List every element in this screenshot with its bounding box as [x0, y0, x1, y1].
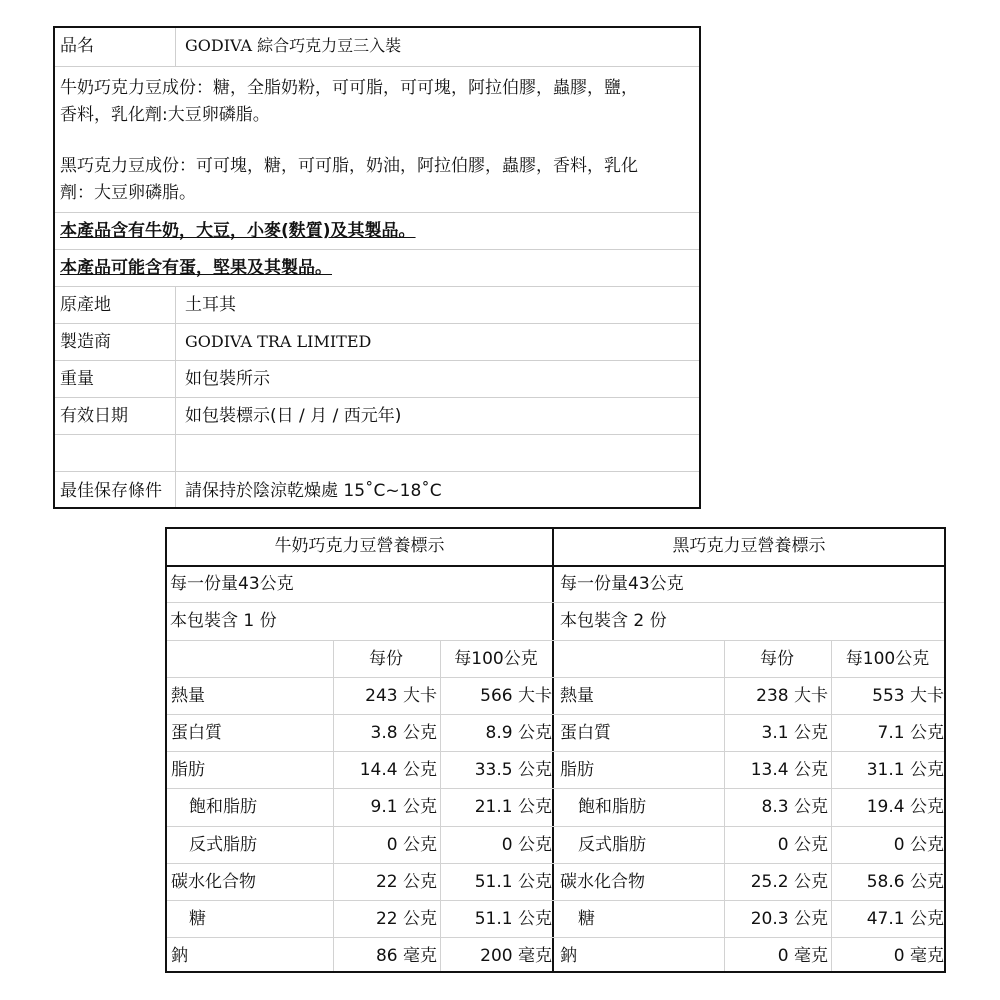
- dark-nutrient-per-serving: 20.3 公克: [750, 909, 828, 929]
- dark-nutrient-name: 飽和脂肪: [578, 797, 646, 817]
- dark-nutrient-per-serving: 0 公克: [777, 835, 828, 855]
- milk-nutrient-per-100g: 200 毫克: [480, 946, 552, 966]
- milk-nutrient-name: 熱量: [171, 686, 205, 706]
- dark-nutrient-per-serving: 13.4 公克: [750, 760, 828, 780]
- row-divider: [55, 66, 699, 67]
- dark-nutrient-per-serving: 0 毫克: [777, 946, 828, 966]
- row-divider: [55, 323, 699, 324]
- row-divider: [55, 249, 699, 250]
- dark-nutrient-per-100g: 0 毫克: [893, 946, 944, 966]
- row-divider: [55, 471, 699, 472]
- origin-value: 土耳其: [185, 295, 236, 315]
- milk-nutrient-per-100g: 51.1 公克: [474, 872, 552, 892]
- weight-value: 如包裝所示: [185, 369, 270, 389]
- milk-nutrient-per-serving: 86 毫克: [375, 946, 437, 966]
- dark-ingredients-line1: 黑巧克力豆成份：可可塊，糖，可可脂，奶油，阿拉伯膠，蟲膠，香料，乳化: [60, 156, 638, 176]
- milk-ingredients-line2: 香料，乳化劑:大豆卵磷脂。: [60, 105, 270, 125]
- milk-col-per-100g: 每100公克: [454, 649, 538, 669]
- dark-col-per-serving: 每份: [760, 649, 794, 669]
- dark-nutrient-per-100g: 0 公克: [893, 835, 944, 855]
- milk-nutrient-name: 碳水化合物: [171, 872, 256, 892]
- allergen-may-contain: 本產品可能含有蛋，堅果及其製品。: [60, 258, 332, 278]
- milk-nutrient-per-serving: 3.8 公克: [370, 723, 437, 743]
- milk-title: 牛奶巧克力豆營養標示: [274, 536, 445, 556]
- dark-nutrient-per-100g: 553 大卡: [872, 686, 944, 706]
- maker-value: GODIVA TRA LIMITED: [185, 332, 372, 351]
- milk-nutrient-name: 糖: [189, 909, 206, 929]
- dark-nutrient-per-100g: 58.6 公克: [866, 872, 944, 892]
- milk-nutrient-per-100g: 566 大卡: [480, 686, 552, 706]
- dark-nutrient-name: 蛋白質: [560, 723, 611, 743]
- dark-nutrient-per-100g: 31.1 公克: [866, 760, 944, 780]
- name-label: 品名: [60, 36, 94, 56]
- milk-nutrient-per-serving: 22 公克: [375, 909, 437, 929]
- table-row-divider: [167, 602, 944, 603]
- milk-nutrient-per-100g: 21.1 公克: [474, 797, 552, 817]
- milk-nutrient-name: 脂肪: [171, 760, 205, 780]
- dark-nutrient-name: 糖: [578, 909, 595, 929]
- dark-col-per-100g: 每100公克: [845, 649, 930, 669]
- col-divider: [175, 28, 176, 66]
- dark-nutrient-per-100g: 7.1 公克: [877, 723, 944, 743]
- milk-nutrient-name: 鈉: [171, 946, 188, 966]
- dark-nutrient-per-serving: 3.1 公克: [761, 723, 828, 743]
- dark-nutrient-name: 熱量: [560, 686, 594, 706]
- dark-nutrient-per-serving: 238 大卡: [756, 686, 828, 706]
- origin-label: 原產地: [60, 295, 111, 315]
- dark-nutrient-per-serving: 8.3 公克: [761, 797, 828, 817]
- milk-nutrient-per-serving: 243 大卡: [365, 686, 437, 706]
- allergen-contains: 本產品含有牛奶，大豆，小麥(麩質)及其製品。: [60, 221, 416, 241]
- milk-serving-size: 每一份量43公克: [170, 574, 294, 594]
- dark-nutrient-name: 碳水化合物: [560, 872, 645, 892]
- milk-servings: 本包裝含 1 份: [170, 611, 277, 631]
- row-divider: [55, 286, 699, 287]
- dark-title: 黑巧克力豆營養標示: [672, 536, 826, 556]
- dark-nutrient-name: 反式脂肪: [578, 835, 646, 855]
- milk-nutrient-per-100g: 51.1 公克: [474, 909, 552, 929]
- milk-nutrient-name: 蛋白質: [171, 723, 222, 743]
- milk-nutrient-per-serving: 9.1 公克: [370, 797, 437, 817]
- row-divider: [55, 360, 699, 361]
- dark-nutrient-per-100g: 47.1 公克: [866, 909, 944, 929]
- storage-label: 最佳保存條件: [60, 481, 162, 501]
- dark-nutrient-name: 鈉: [560, 946, 577, 966]
- dark-ingredients-line2: 劑：大豆卵磷脂。: [60, 183, 196, 203]
- dark-nutrient-name: 脂肪: [560, 760, 594, 780]
- row-divider: [55, 212, 699, 213]
- dark-serving-size: 每一份量43公克: [560, 574, 684, 594]
- row-divider: [55, 397, 699, 398]
- maker-label: 製造商: [60, 332, 111, 352]
- milk-nutrient-per-serving: 14.4 公克: [359, 760, 437, 780]
- dark-servings: 本包裝含 2 份: [560, 611, 667, 631]
- name-value: GODIVA 綜合巧克力豆三入裝: [185, 36, 402, 55]
- milk-nutrient-per-100g: 8.9 公克: [485, 723, 552, 743]
- milk-nutrient-per-serving: 22 公克: [375, 872, 437, 892]
- weight-label: 重量: [60, 369, 94, 389]
- row-divider: [55, 434, 699, 435]
- milk-nutrient-per-100g: 0 公克: [501, 835, 552, 855]
- dark-nutrient-per-100g: 19.4 公克: [866, 797, 944, 817]
- milk-nutrient-per-100g: 33.5 公克: [474, 760, 552, 780]
- milk-ingredients-line1: 牛奶巧克力豆成份：糖，全脂奶粉，可可脂，可可塊，阿拉伯膠，蟲膠，鹽，: [60, 78, 638, 98]
- expiry-value: 如包裝標示(日 / 月 / 西元年): [185, 406, 402, 426]
- milk-nutrient-name: 反式脂肪: [189, 835, 257, 855]
- col-divider: [175, 286, 176, 507]
- milk-nutrient-per-serving: 0 公克: [386, 835, 437, 855]
- storage-value: 請保持於陰涼乾燥處 15˚C~18˚C: [185, 481, 442, 501]
- milk-col-per-serving: 每份: [369, 649, 403, 669]
- dark-nutrient-per-serving: 25.2 公克: [750, 872, 828, 892]
- nutrition-center-divider: [552, 527, 554, 973]
- expiry-label: 有效日期: [60, 406, 128, 426]
- milk-nutrient-name: 飽和脂肪: [189, 797, 257, 817]
